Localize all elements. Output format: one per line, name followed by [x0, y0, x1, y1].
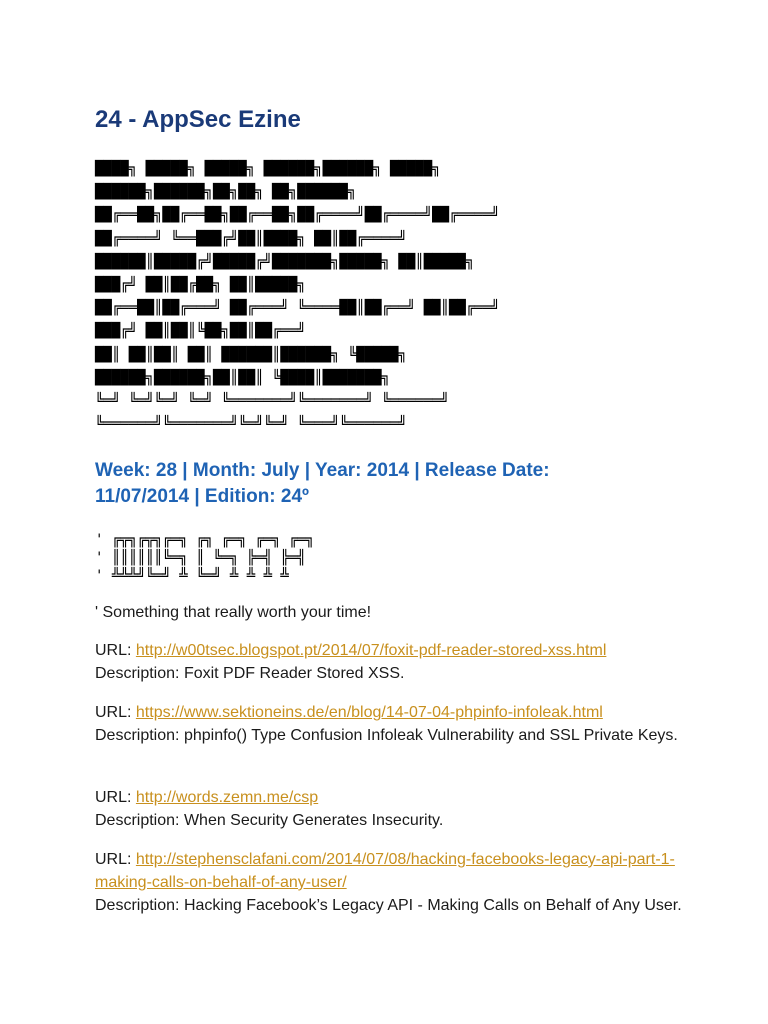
description-line — [95, 724, 685, 747]
section-ascii-heading — [95, 531, 314, 585]
url-label: URL: — [95, 704, 132, 721]
section-art-line: ' ╔╦╗╔╦╗╔═╗ ╔╗ ╔═╗ ╔═╗ ╔═╗ — [95, 532, 315, 548]
section-art-line: ' ╩╩╩╝╚═╝ ╩ ╚═╝ ╩ ╩ ╩ ╩ — [95, 568, 289, 584]
entry-link[interactable]: http://words.zemn.me/csp — [135, 789, 319, 806]
description-text: Foxit PDF Reader Stored XSS. — [183, 665, 405, 682]
banner-line: ███╔╝ ██║██╔██╗ ██║█████╗ — [95, 277, 306, 294]
description-line — [95, 894, 685, 917]
url-line — [95, 848, 685, 894]
banner-line: ██╔══██╗██╔══██╗██╔══██╗██╔════╝██╔════╝██╔════╝ — [95, 207, 500, 224]
edition-heading: Week: 28 | Month: July | Year: 2014 | Release Date: 11/07/2014 | Edition: 24º — [95, 460, 550, 507]
description-label: Description: — [95, 665, 180, 682]
link-entry — [95, 701, 685, 747]
url-line — [95, 786, 685, 809]
link-entry — [95, 786, 685, 832]
banner-line: ██████╗██████╗██╗██╗ ██╗██████╗ — [95, 184, 357, 201]
section-intro: ' Something that really worth your time! — [95, 604, 372, 621]
banner-line: ██╔════╝ ╚══███╔╝██║████╗ ██║██╔════╝ — [95, 230, 407, 247]
entry-link[interactable]: https://www.sektioneins.de/en/blog/14-07-04-phpinfo-infoleak.html — [135, 704, 603, 721]
banner-line: ╚═╝ ╚═╝╚═╝ ╚═╝ ╚═══════╝╚═══════╝ ╚══════╝ — [95, 393, 450, 410]
section-art-line: ' ║║║║║║╚═╗ ║ ╚═╗ ╠═╣ ╠═╣ — [95, 550, 306, 566]
description-text: When Security Generates Insecurity. — [183, 812, 444, 829]
url-label: URL: — [95, 789, 132, 806]
description-text: Hacking Facebook’s Legacy API - Making Calls on Behalf of Any User. — [183, 897, 682, 914]
url-label: URL: — [95, 851, 132, 868]
document-title: 24 - AppSec Ezine — [95, 106, 301, 133]
description-text: phpinfo() Type Confusion Infoleak Vulnerability and SSL Private Keys. — [183, 727, 678, 744]
banner-line: ╚══════╝╚═══════╝╚═╝╚═╝ ╚═══╝╚══════╝ — [95, 416, 407, 433]
description-label: Description: — [95, 897, 180, 914]
banner-line: ██████║█████╔╝█████╔╝███████╗█████╗ ██║█████╗ — [95, 253, 475, 270]
description-line — [95, 809, 685, 832]
ascii-banner — [95, 158, 500, 436]
entry-link[interactable]: http://stephensclafani.com/2014/07/08/hacking-facebooks-legacy-api-part-1-making-calls-on-behalf-of-any-user/ — [95, 851, 675, 891]
banner-line: ███╔╝ ██║██║╚██╗██║██╔══╝ — [95, 323, 306, 340]
description-line — [95, 662, 685, 685]
banner-line: ██████╗██████╗██║██║ ╚████║███████╗ — [95, 369, 391, 386]
banner-line: ██║ ██║██║ ██║ ██████║██████╗ ╚█████╗ — [95, 346, 407, 363]
url-line — [95, 639, 685, 662]
description-label: Description: — [95, 812, 180, 829]
link-entry — [95, 848, 685, 917]
url-line — [95, 701, 685, 724]
link-entry — [95, 639, 685, 685]
entry-link[interactable]: http://w00tsec.blogspot.pt/2014/07/foxit-pdf-reader-stored-xss.html — [135, 642, 607, 659]
description-label: Description: — [95, 727, 180, 744]
banner-line: ██╔══██║██╔═══╝ ██╔═══╝ ╚════██║██╔══╝ ██║██╔══╝ — [95, 300, 500, 317]
url-label: URL: — [95, 642, 132, 659]
banner-line: ████╗ █████╗ █████╗ ██████╗██████╗ █████╗ — [95, 161, 441, 177]
